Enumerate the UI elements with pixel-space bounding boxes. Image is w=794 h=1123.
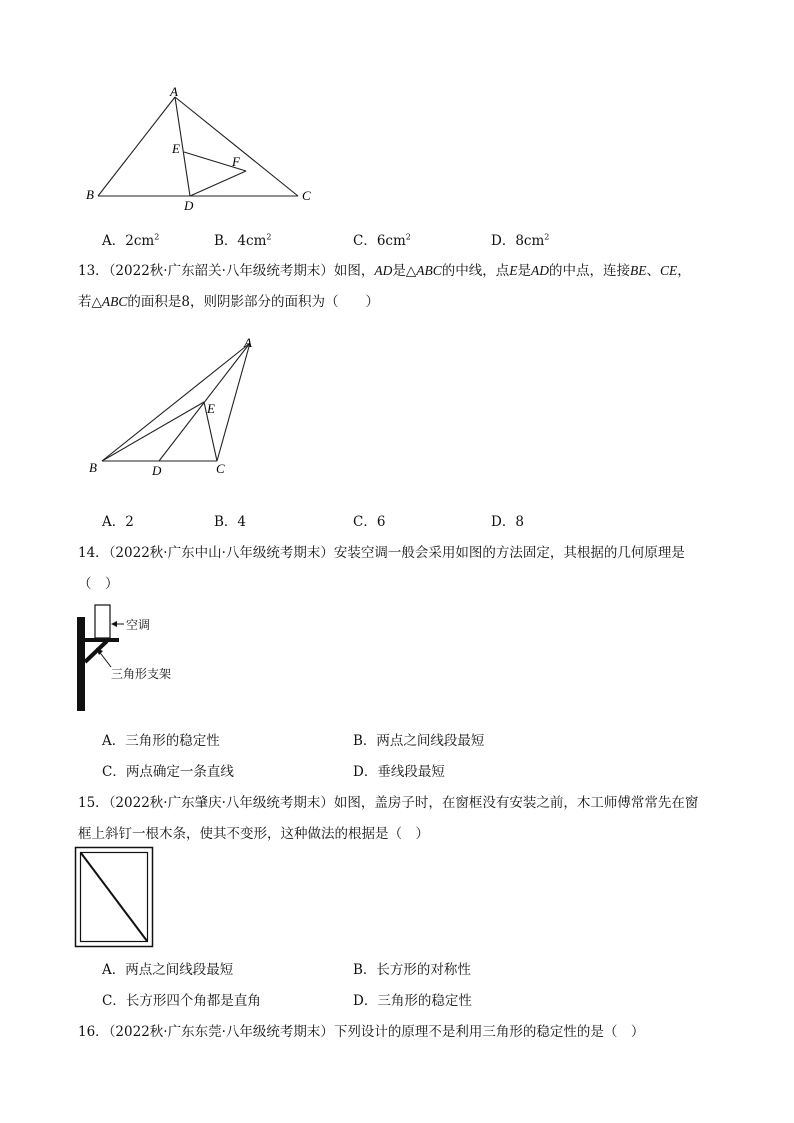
q14-label-ac: 空调 [126, 618, 151, 632]
q13-figure [80, 333, 270, 483]
q13-sep: 、 [646, 263, 661, 279]
q14-label-bracket: 三角形支架 [111, 667, 172, 681]
q14-option-d-value: 垂线段最短 [377, 764, 445, 780]
q12-option-d-letter: D． [491, 233, 516, 249]
q12-option-d-sup: 2 [544, 232, 550, 242]
q15-option-a-value: 两点之间线段最短 [125, 962, 234, 978]
q15-stem-line1 [78, 791, 698, 811]
q15-window-figure [74, 846, 156, 950]
q16-source: （2022秋·广东东莞·八年级统考期末） [108, 1024, 334, 1040]
q13-option-c-letter: C． [353, 514, 377, 530]
q13-source: （2022秋·广东韶关·八年级统考期末） [108, 263, 334, 279]
q12-option-a[interactable] [102, 229, 159, 249]
q16-number: 16． [78, 1024, 109, 1040]
q12-label-d: D [184, 198, 194, 213]
q15-option-d-letter: D． [353, 993, 378, 1009]
q13-ad-2: AD [531, 263, 550, 278]
q13-number: 13． [78, 263, 109, 279]
q16-text: 下列设计的原理不是利用三角形的稳定性的是（ ） [333, 1024, 645, 1040]
q12-option-b-sup: 2 [266, 232, 272, 242]
q12-label-c: C [302, 188, 311, 203]
q14-source: （2022秋·广东中山·八年级统考期末） [108, 545, 334, 561]
q15-option-b-value: 长方形的对称性 [376, 962, 471, 978]
q13-option-b[interactable] [214, 510, 246, 530]
q15-option-a-letter: A． [102, 962, 126, 978]
q12-option-a-letter: A． [102, 233, 126, 249]
q13-text-a: 如图， [333, 263, 375, 279]
q15-text-1: 如图，盖房子时，在窗框没有安装之前，木工师傅常常先在窗 [333, 795, 699, 811]
q12-option-c-sup: 2 [405, 232, 411, 242]
q15-option-b[interactable] [353, 958, 471, 978]
q15-text-2: 框上斜钉一根木条，使其不变形，这种做法的根据是（ ） [78, 826, 429, 842]
q13-stem-line1 [78, 259, 691, 279]
q13-label-d: D [152, 463, 162, 478]
q13-label-b: B [89, 460, 97, 475]
q14-option-b-letter: B． [353, 733, 377, 749]
q13-label-a: A [244, 335, 252, 350]
q15-option-c-letter: C． [102, 993, 126, 1009]
q14-option-a-letter: A． [102, 733, 126, 749]
q15-option-c[interactable] [102, 989, 261, 1009]
q14-option-c[interactable] [102, 760, 234, 780]
q12-label-e: E [172, 141, 180, 156]
q12-option-a-value: 2cm [125, 233, 155, 249]
q12-option-a-sup: 2 [154, 232, 160, 242]
q12-option-c-value: 6cm [376, 233, 406, 249]
q13-option-b-letter: B． [214, 514, 238, 530]
q13-abc-2: ABC [101, 294, 128, 309]
q13-label-e: E [207, 401, 215, 416]
q13-option-a-letter: A． [102, 514, 126, 530]
q12-option-c[interactable] [353, 229, 411, 249]
q14-figure [74, 600, 244, 715]
q12-option-c-letter: C． [353, 233, 377, 249]
q13-text-end: ， [677, 263, 691, 279]
q15-option-b-letter: B． [353, 962, 377, 978]
q12-figure [80, 82, 330, 217]
q12-label-b: B [86, 187, 94, 202]
q14-option-a[interactable] [102, 729, 220, 749]
q13-label-c: C [216, 461, 225, 476]
q13-ad-1: AD [374, 263, 393, 278]
q15-option-d[interactable] [353, 989, 472, 1009]
q15-option-c-value: 长方形四个角都是直角 [125, 993, 261, 1009]
q14-stem-line2 [78, 572, 119, 592]
q14-option-c-letter: C． [102, 764, 126, 780]
q12-label-f: F [232, 154, 240, 169]
q13-text-c: 的中线，点 [441, 263, 510, 279]
q13-text-f: 若△ [78, 294, 102, 310]
q14-option-c-value: 两点确定一条直线 [125, 764, 234, 780]
q15-number: 15． [78, 795, 109, 811]
q12-label-a: A [170, 84, 178, 99]
q14-option-b-value: 两点之间线段最短 [376, 733, 485, 749]
q12-option-b-letter: B． [214, 233, 238, 249]
q13-option-b-value: 4 [237, 514, 247, 530]
q13-abc-1: ABC [416, 263, 442, 278]
q14-option-a-value: 三角形的稳定性 [125, 733, 220, 749]
q12-option-b[interactable] [214, 229, 271, 249]
q14-stem-line1 [78, 541, 685, 561]
q14-text: 安装空调一般会采用如图的方法固定，其根据的几何原理是 [333, 545, 685, 561]
q15-option-d-value: 三角形的稳定性 [377, 993, 472, 1009]
q13-option-a-value: 2 [125, 514, 134, 530]
q14-option-d[interactable] [353, 760, 445, 780]
q15-option-a[interactable] [102, 958, 233, 978]
q12-option-b-value: 4cm [237, 233, 267, 249]
q14-paren: （ ） [78, 576, 119, 592]
q13-text-g: 的面积是8，则阴影部分的面积为（ ） [127, 294, 379, 310]
q13-option-c-value: 6 [376, 514, 386, 530]
q14-option-b[interactable] [353, 729, 484, 749]
q13-e: E [509, 263, 518, 278]
q13-stem-line2 [78, 290, 379, 310]
q13-be: BE [630, 263, 647, 278]
q13-ce: CE [660, 263, 678, 278]
q15-stem-line2 [78, 822, 429, 842]
q13-text-b: 是△ [392, 263, 417, 279]
q16-stem [78, 1020, 644, 1040]
q13-option-c[interactable] [353, 510, 385, 530]
q12-option-d[interactable] [491, 229, 549, 249]
q13-option-a[interactable] [102, 510, 134, 530]
q13-text-d: 是 [517, 263, 532, 279]
q13-option-d-letter: D． [491, 514, 516, 530]
q13-option-d[interactable] [491, 510, 524, 530]
q14-number: 14． [78, 545, 109, 561]
q15-source: （2022秋·广东肇庆·八年级统考期末） [108, 795, 334, 811]
q14-option-d-letter: D． [353, 764, 378, 780]
q13-option-d-value: 8 [515, 514, 524, 530]
q12-option-d-value: 8cm [515, 233, 545, 249]
q13-text-e: 的中点，连接 [549, 263, 631, 279]
